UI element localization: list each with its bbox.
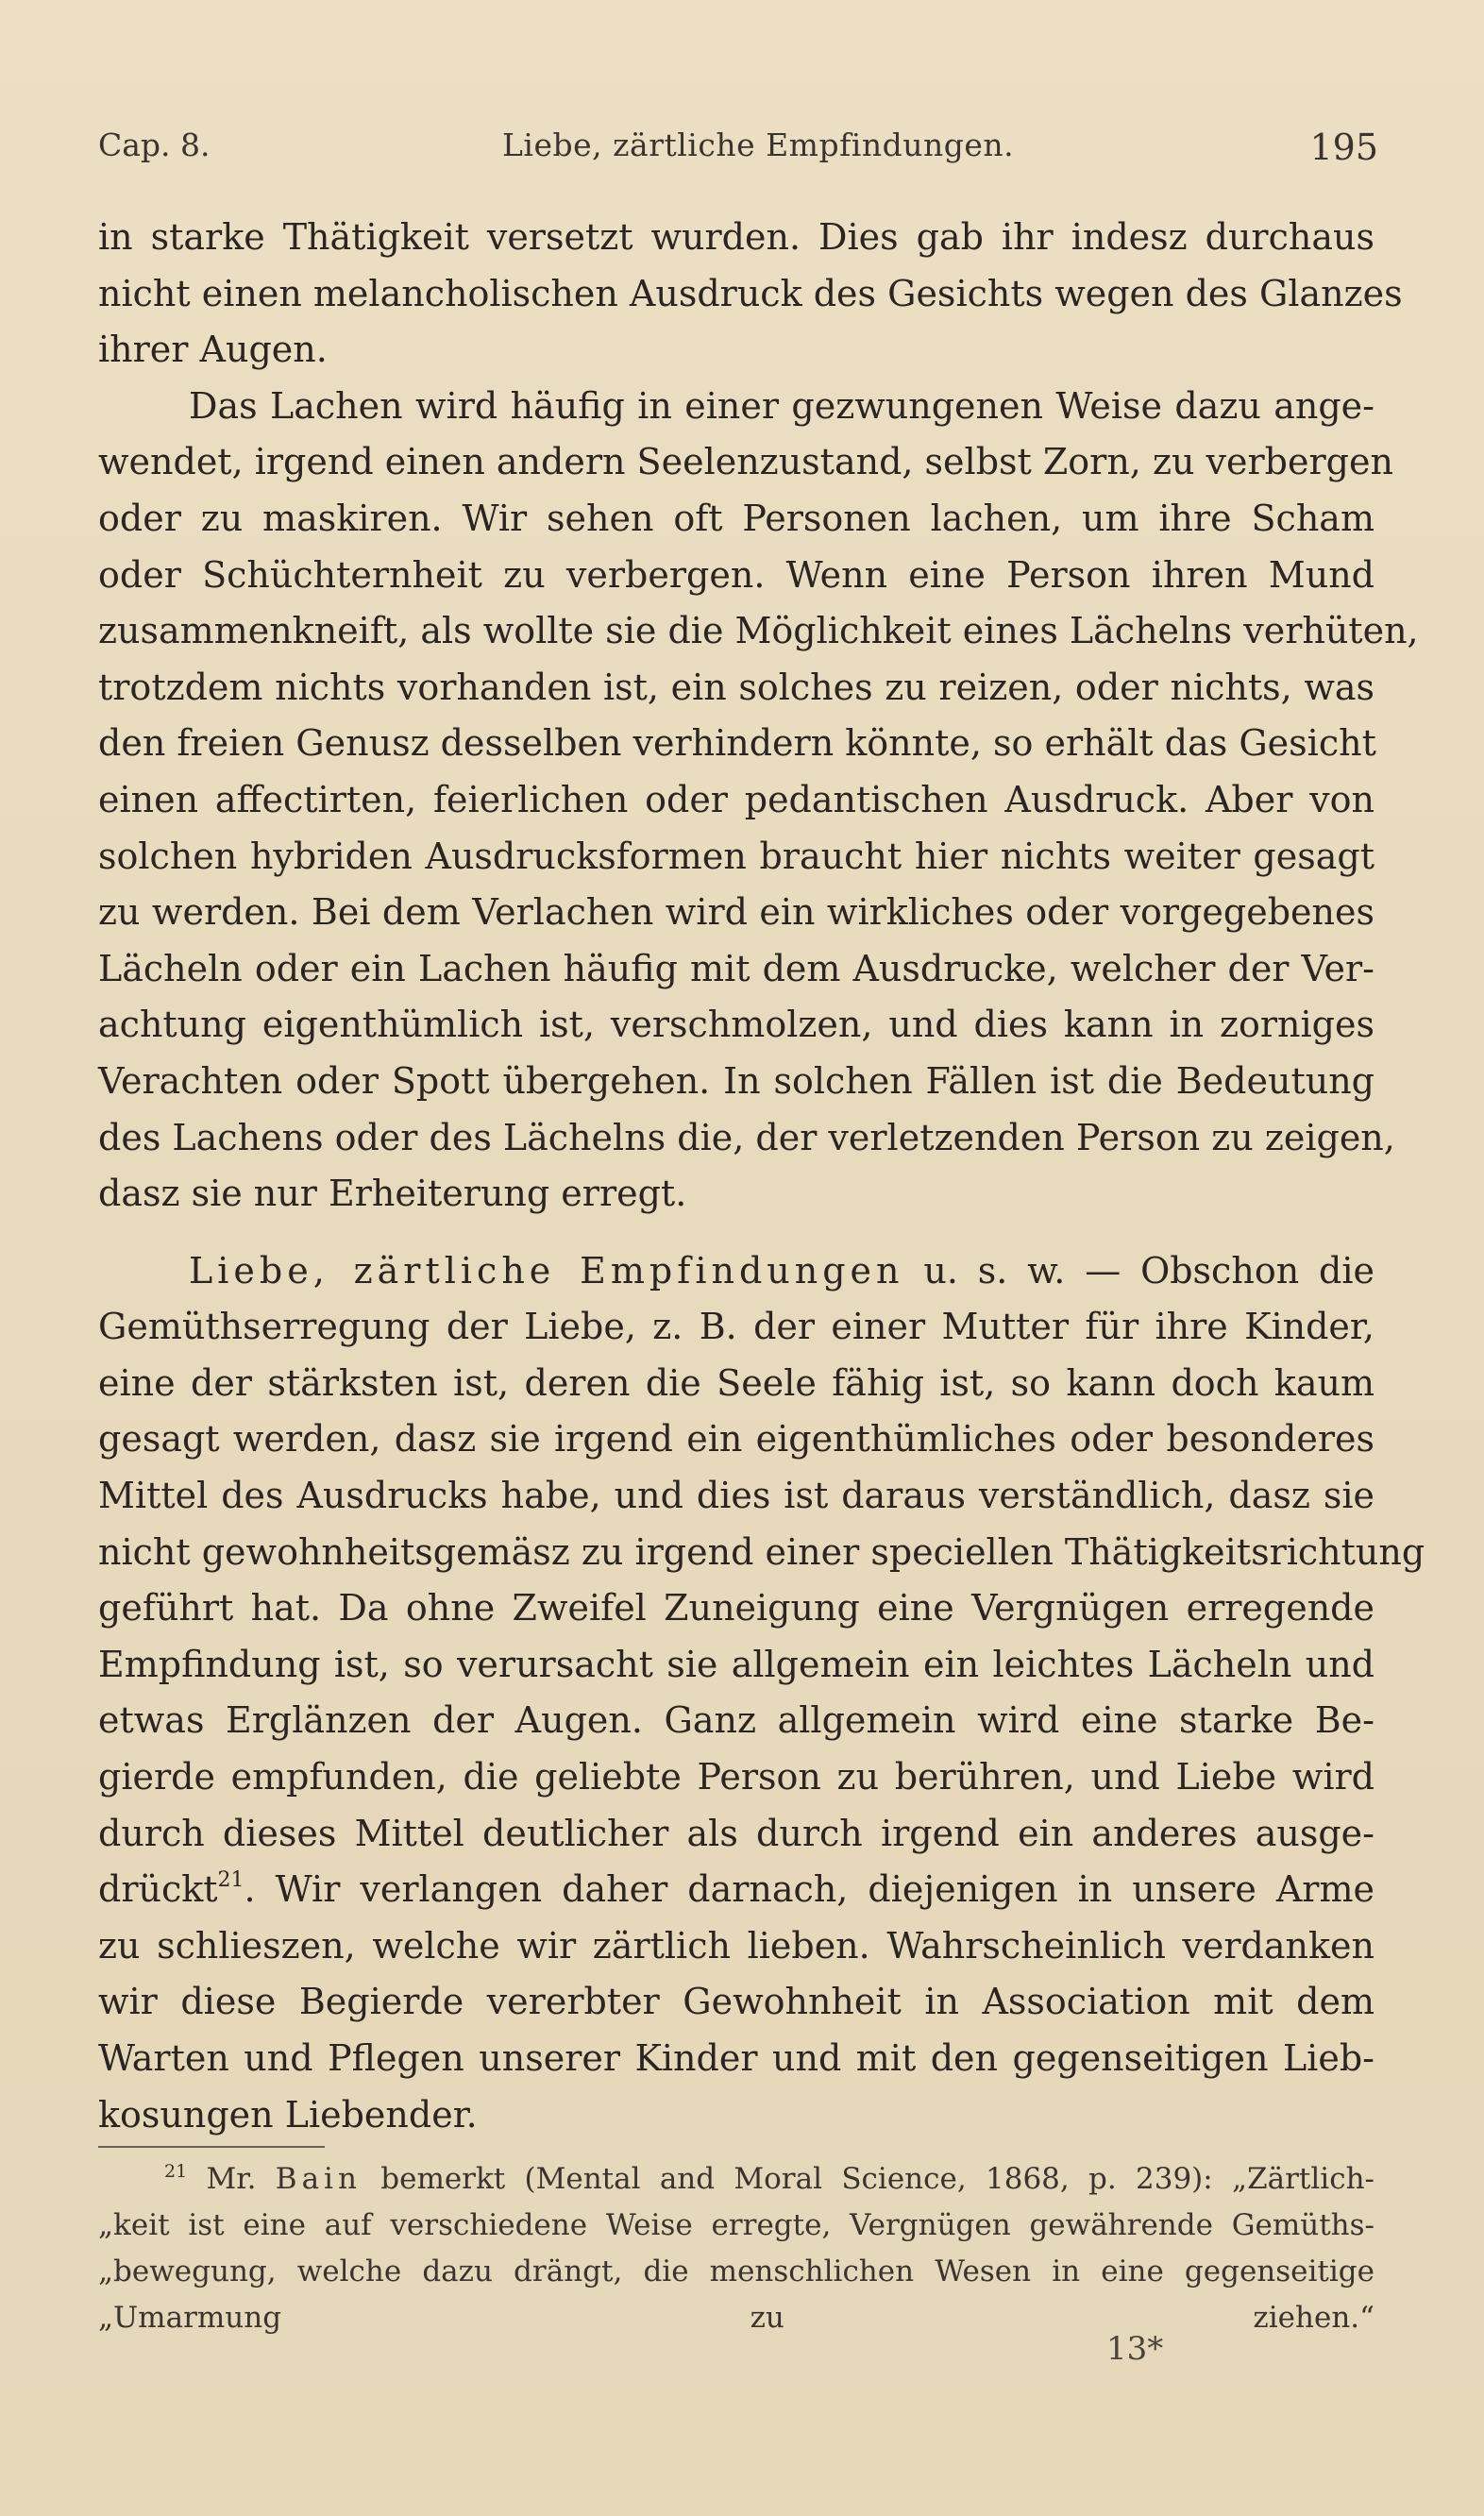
text-line: kosungen Liebender. [98, 2093, 478, 2136]
chapter-label: Cap. 8. [98, 127, 211, 163]
text-line: gesagt werden, dasz sie irgend ein eigenthümliches oder besonderes [98, 1418, 1374, 1461]
text-line: oder Schüchternheit zu verbergen. Wenn eine Person ihren Mund [98, 553, 1374, 596]
running-title: Liebe, zärtliche Empfindungen. [502, 127, 1015, 163]
footnote-number: 21 [164, 2161, 188, 2182]
text-run: . Wir verlangen daher darnach, diejenigen in unsere Arme [244, 1868, 1374, 1911]
text-line: Verachten oder Spott übergehen. In solchen Fällen ist die Bedeutung [98, 1059, 1374, 1102]
text-line: dasz sie nur Erheiterung erregt. [98, 1173, 687, 1215]
footnote [98, 2156, 1374, 2341]
footnote-line: „Umarmung zu ziehen.“ [98, 2301, 1374, 2335]
text-line: wir diese Begierde vererbter Gewohnheit in Association mit dem [98, 1981, 1374, 2023]
text-line: Empfindung ist, so verursacht sie allgemein ein leichtes Lächeln und [98, 1643, 1374, 1685]
text-line: einen affectirten, feierlichen oder pedantischen Ausdruck. Aber von [98, 778, 1374, 820]
text-line: des Lachens oder des Lächelns die, der verletzenden Person zu zeigen, [98, 1116, 1395, 1158]
text-line: ihrer Augen. [98, 329, 328, 371]
text-line: solchen hybriden Ausdrucksformen braucht hier nichts weiter gesagt [98, 835, 1374, 877]
text-line: geführt hat. Da ohne Zweifel Zuneigung eine Vergnügen erregende [98, 1587, 1374, 1629]
running-header [98, 121, 1378, 177]
text-line: zu schlieszen, welche wir zärtlich lieben. Wahrscheinlich verdanken [98, 1924, 1374, 1967]
text-line: etwas Erglänzen der Augen. Ganz allgemein wird eine starke Be- [98, 1699, 1374, 1742]
text-line: wendet, irgend einen andern Seelenzustand, selbst Zorn, zu verbergen [98, 441, 1393, 483]
text-run: u. s. w. — Obschon die [923, 1249, 1374, 1292]
text-line: nicht gewohnheitsgemäsz zu irgend einer speciellen Thätigkeitsrichtung [98, 1530, 1425, 1573]
page-number: 195 [1309, 127, 1378, 168]
text-line: den freien Genusz desselben verhindern könnte, so erhält das Gesicht [98, 722, 1376, 765]
text-line: achtung eigenthümlich ist, verschmolzen, und dies kann in zorniges [98, 1004, 1374, 1046]
footnote-author: Bain [275, 2162, 362, 2196]
text-line: eine der stärksten ist, deren die Seele fähig ist, so kann doch kaum [98, 1361, 1374, 1404]
text-run: Mr. [206, 2162, 257, 2196]
footnote-reference[interactable]: 21 [217, 1868, 245, 1893]
text-line: Gemüthserregung der Liebe, z. B. der einer Mutter für ihre Kinder, [98, 1306, 1374, 1348]
section-gap [98, 1223, 1374, 1243]
text-line: zusammenkneift, als wollte sie die Möglichkeit eines Lächelns verhüten, [98, 610, 1419, 652]
text-line: oder zu maskiren. Wir sehen oft Personen lachen, um ihre Scham [98, 497, 1374, 539]
text-line: nicht einen melancholischen Ausdruck des Gesichts wegen des Glanzes [98, 272, 1403, 314]
text-line: Lächeln oder ein Lachen häufig mit dem Ausdrucke, welcher der Ver- [98, 947, 1374, 989]
text-line: durch dieses Mittel deutlicher als durch irgend ein anderes ausge- [98, 1812, 1374, 1854]
footnote-divider [98, 2146, 325, 2148]
section-heading-line [98, 1243, 1374, 1300]
text-line: Das Lachen wird häufig in einer gezwungenen Weise dazu ange- [189, 384, 1374, 427]
text-run: drückt [98, 1868, 218, 1911]
body-text [98, 210, 1425, 2143]
footnote-line: „keit ist eine auf verschiedene Weise erregte, Vergnügen gewährende Gemüths- [98, 2208, 1374, 2242]
text-line [98, 1862, 1374, 1918]
footnote-line: „bewegung, welche dazu drängt, die menschlichen Wesen in eine gegenseitige [98, 2254, 1374, 2288]
text-line: Warten und Pflegen unserer Kinder und mit den gegenseitigen Lieb- [98, 2037, 1374, 2079]
text-run: bemerkt (Mental and Moral Science, 1868, p. 239): „Zärtlich- [380, 2162, 1375, 2196]
text-line: zu werden. Bei dem Verlachen wird ein wirkliches oder vorgegebenes [98, 891, 1374, 934]
text-line: Mittel des Ausdrucks habe, und dies ist daraus verständlich, dasz sie [98, 1475, 1374, 1517]
text-line: trotzdem nichts vorhanden ist, ein solches zu reizen, oder nichts, was [98, 666, 1374, 708]
signature-mark: 13* [1106, 2330, 1164, 2368]
text-line: in starke Thätigkeit versetzt wurden. Dies gab ihr indesz durchaus [98, 216, 1374, 258]
footnote-line [98, 2156, 1374, 2203]
section-heading: Liebe, zärtliche Empfindungen [189, 1249, 904, 1292]
text-line: gierde empfunden, die geliebte Person zu berühren, und Liebe wird [98, 1756, 1374, 1798]
